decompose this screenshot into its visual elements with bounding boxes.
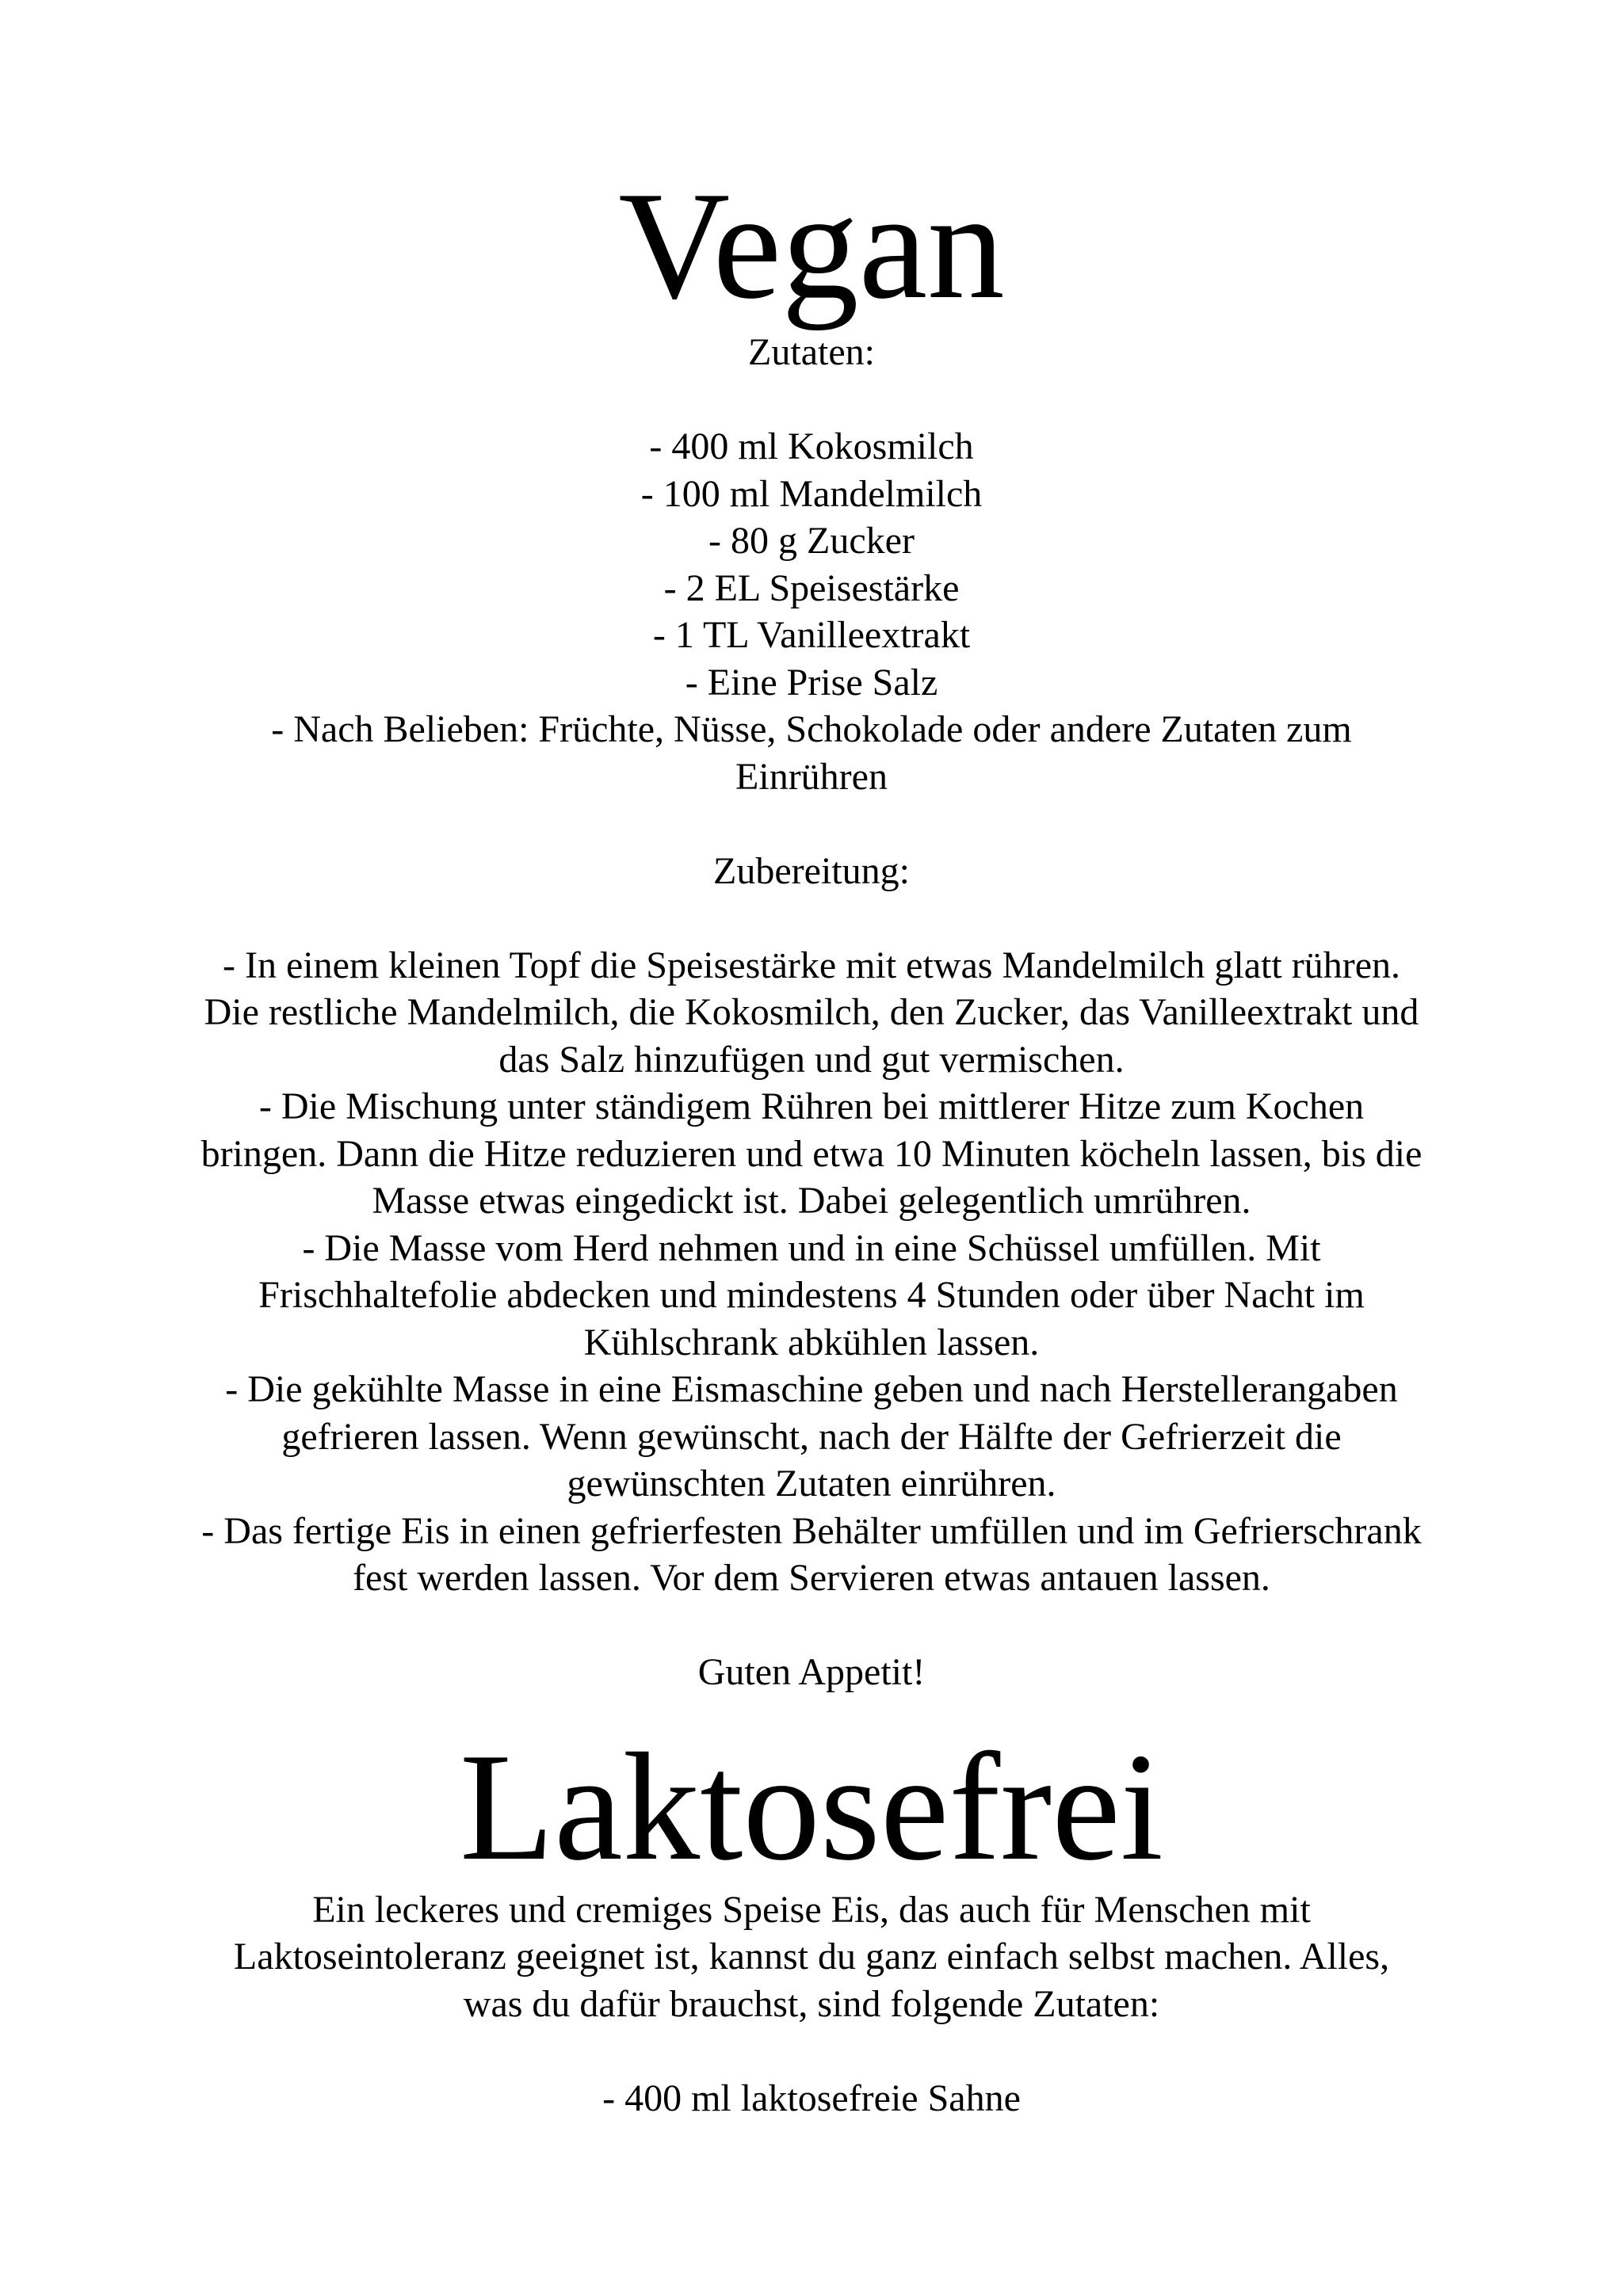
vegan-preparation-steps [143,942,1480,1602]
ingredient-line: - 2 EL Speisestärke [663,566,960,609]
spacer [143,800,1480,848]
ingredient-line: - 80 g Zucker [708,520,915,562]
preparation-line: Kühlschrank abkühlen lassen. [583,1321,1040,1363]
laktosefrei-ingredients-list [143,2075,1480,2122]
vegan-ingredients-heading: Zutaten: [748,331,875,373]
preparation-line: Frischhaltefolie abdecken und mindestens 4 Stunden oder über Nacht im [258,1274,1365,1316]
ingredient-line: - 100 ml Mandelmilch [640,472,983,515]
preparation-line: - Die Masse vom Herd nehmen und in eine Schüssel umfüllen. Mit [302,1226,1321,1269]
preparation-line: gefrieren lassen. Wenn gewünscht, nach der Hälfte der Gefrierzeit die [281,1415,1342,1458]
vegan-closing: Guten Appetit! [697,1651,926,1693]
preparation-line: gewünschten Zutaten einrühren. [567,1463,1056,1505]
preparation-line: Masse etwas eingedickt ist. Dabei gelegentlich umrühren. [372,1180,1251,1222]
preparation-line: fest werden lassen. Vor dem Servieren etwas antauen lassen. [353,1557,1270,1599]
preparation-line: bringen. Dann die Hitze reduzieren und etwa 10 Minuten köcheln lassen, bis die [200,1132,1423,1175]
preparation-line: Die restliche Mandelmilch, die Kokosmilch, den Zucker, das Vanilleextrakt und [204,991,1419,1033]
ingredient-line: Einrühren [735,755,888,798]
spacer [143,2027,1480,2075]
document-page [143,162,1480,2122]
intro-line: was du dafür brauchst, sind folgende Zutaten: [463,1982,1160,2025]
ingredient-line: - Nach Belieben: Früchte, Nüsse, Schokolade oder andere Zutaten zum [271,708,1352,750]
preparation-line: - Die Mischung unter ständigem Rühren bei mittlerer Hitze zum Kochen [258,1085,1365,1127]
preparation-line: - In einem kleinen Topf die Speisestärke mit etwas Mandelmilch glatt rühren. [222,944,1400,986]
intro-line: Ein leckeres und cremiges Speise Eis, das auch für Menschen mit [312,1888,1311,1931]
spacer [143,376,1480,424]
ingredient-line: - 400 ml laktosefreie Sahne [602,2077,1021,2119]
laktosefrei-intro [143,1886,1480,2028]
ingredient-line: - 400 ml Kokosmilch [649,425,974,467]
ingredient-line: - 1 TL Vanilleextrakt [652,614,971,656]
spacer [143,1602,1480,1650]
vegan-title: Vegan [618,160,1005,331]
preparation-line: - Das fertige Eis in einen gefrierfesten Behälter umfüllen und im Gefrierschrank [201,1509,1422,1552]
preparation-line: das Salz hinzufügen und gut vermischen. [498,1038,1125,1081]
spacer [143,894,1480,942]
preparation-line: - Die gekühlte Masse in eine Eismaschine geben und nach Herstellerangaben [225,1368,1398,1410]
ingredient-line: - Eine Prise Salz [685,661,938,704]
intro-line: Laktoseintoleranz geeignet ist, kannst du ganz einfach selbst machen. Alles, [233,1936,1390,1978]
vegan-ingredients-list [143,423,1480,800]
laktosefrei-title: Laktosefrei [460,1721,1163,1893]
vegan-preparation-heading: Zubereitung: [713,849,910,892]
